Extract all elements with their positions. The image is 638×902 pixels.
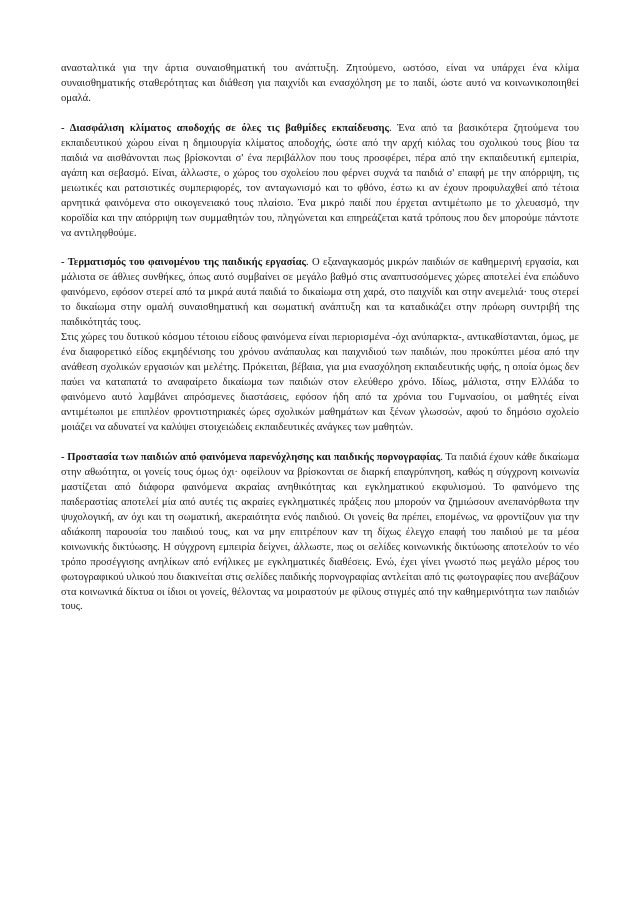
- paragraph-intro: [61, 62, 579, 107]
- paragraph-acceptance-climate: [61, 122, 579, 242]
- paragraph-text: Στις χώρες του δυτικού κόσμου τέτοιου είδους φαινόμενα είναι περιορισμένα -όχι ανύπαρκτα-, αντικαθίστανται, όμως, με ένα διαφορετικό είδος εκμηδένισης του χρόνου ανάπαυλας και παιχνιδιού των παιδιών, που προκύπτει μέσα από την ανάθεση σχολικών εργασιών και μελέτης. Πρόκειται, βέβαια, για μια ενασχόληση εκπαιδευτικής υφής, η οποία όμως δεν παύει να καταπατά το αναφαίρετο δικαίωμα των παιδιών στον ελεύθερο χρόνο. Ιδίως, μάλιστα, στην Ελλάδα το φαινόμενο αυτό λαμβάνει απρόσμενες διαστάσεις, εφόσον ήδη από τα χρόνια του Γυμνασίου, οι μαθητές είναι αντιμέτωποι με επιπλέον φροντιστηριακές ώρες σχολικών μαθημάτων και ξένων γλωσσών, αφού το δημόσιο σχολείο μοιάζει να αδυνατεί να καλύψει στοιχειώδεις εκπαιδευτικές ανάγκες των μαθητών.: [61, 332, 579, 433]
- paragraph-text: . Τα παιδιά έχουν κάθε δικαίωμα στην αθωότητα, οι γονείς τους όμως όχι· οφείλουν να βρίσκονται σε διαρκή επαγρύπνηση, καθώς η σύγχρονη κοινωνία μαστίζεται από διάφορα φαινόμενα ακραίας ανηθικότητας και εγκληματικού εκφυλισμού. Το φαινόμενο της παιδεραστίας αποτελεί μία από αυτές τις ακραίες εγκληματικές πράξεις που μπορούν να ζημιώσουν ανεπανόρθωτα την ψυχολογική, αν όχι και τη σωματική, ακεραιότητα ενός παιδιού. Οι γονείς θα πρέπει, επομένως, να φροντίζουν για την αδιάκοπη παρουσία του παιδιού τους, και να μην επιτρέπουν καν τη δίχως έλεγχο επαφή του παιδιού με τα μέσα κοινωνικής δικτύωσης. Η σύγχρονη εμπειρία δείχνει, άλλωστε, πως οι σελίδες κοινωνικής δικτύωσης αποτελούν το νέο τρόπο προσέγγισης ανηλίκων από ενήλικες με εγκληματικές διαθέσεις. Ενώ, έχει γίνει γνωστό πως μεγάλο μέρος του φωτογραφικού υλικού που διακινείται στις σελίδες παιδικής πορνογραφίας αντλείται από τις φωτογραφίες που ανεβάζουν στα κοινωνικά δίκτυα οι ίδιοι οι γονείς, θέλοντας να μοιραστούν με φίλους στιγμές από την καθημερινότητα των παιδιών τους.: [61, 451, 580, 613]
- paragraph-child-protection: [61, 451, 579, 615]
- paragraph-child-labour: [61, 256, 579, 331]
- paragraph-heading: - Τερματισμός του φαινομένου της παιδικής εργασίας: [61, 257, 306, 269]
- document-page: [61, 62, 579, 630]
- paragraph-text: ανασταλτικά για την άρτια συναισθηματική του ανάπτυξη. Ζητούμενο, ωστόσο, είναι να υπάρχει ένα κλίμα συναισθηματικής σταθερότητας και διάθεση για παιχνίδι και ενασχόληση με το παιδί, ώστε αυτό να κοινωνικοποιηθεί ομαλά.: [61, 63, 579, 104]
- paragraph-heading: - Προστασία των παιδιών από φαινόμενα παρενόχλησης και παιδικής πορνογραφίας: [61, 451, 441, 463]
- paragraph-heading: - Διασφάλιση κλίματος αποδοχής σε όλες τις βαθμίδες εκπαίδευσης: [61, 122, 389, 134]
- paragraph-text: . Ο εξαναγκασμός μικρών παιδιών σε καθημερινή εργασία, και μάλιστα σε άθλιες συνθήκες, όπως αυτό συμβαίνει σε μεγάλο βαθμό στις αναπτυσσόμενες χώρες αποτελεί ένα επώδυνο φαινόμενο, εφόσον στερεί από τα μικρά αυτά παιδιά το δικαίωμα στη χαρά, στο παιχνίδι και στην ανεμελιά· τους στερεί το δικαίωμα στην ομαλή συναισθηματική και σωματική ανάπτυξη και τα καταδικάζει στην πρόωρη συντριβή της παιδικότητάς τους.: [61, 257, 579, 329]
- paragraph-western-countries: [61, 331, 579, 436]
- paragraph-text: . Ένα από τα βασικότερα ζητούμενα του εκπαιδευτικού χώρου είναι η δημιουργία κλίματος αποδοχής, ώστε από την αρχή κιόλας του σχολικού τους βίου τα παιδιά να αισθάνονται πως βρίσκονται σ' ένα περιβάλλον που τους προσφέρει, πέρα από την εκπαιδευτική εμπειρία, αγάπη και σεβασμό. Είναι, άλλωστε, ο χώρος του σχολείου που φέρνει συχνά τα παιδιά σ' επαφή με την απόρριψη, τις μειωτικές και ρατσιστικές συμπεριφορές, τον ανταγωνισμό και το φθόνο, έστω κι αν έχουν προφυλαχθεί από τέτοια αρνητικά φαινόμενα στο οικογενειακό τους πλαίσιο. Ένα μικρό παιδί που έρχεται αντιμέτωπο με το χλευασμό, την κοροϊδία και την απόρριψη των συμμαθητών του, πληγώνεται και επηρεάζεται κατά τρόπους που δεν μπορούμε πάντοτε να αντιληφθούμε.: [61, 122, 579, 239]
